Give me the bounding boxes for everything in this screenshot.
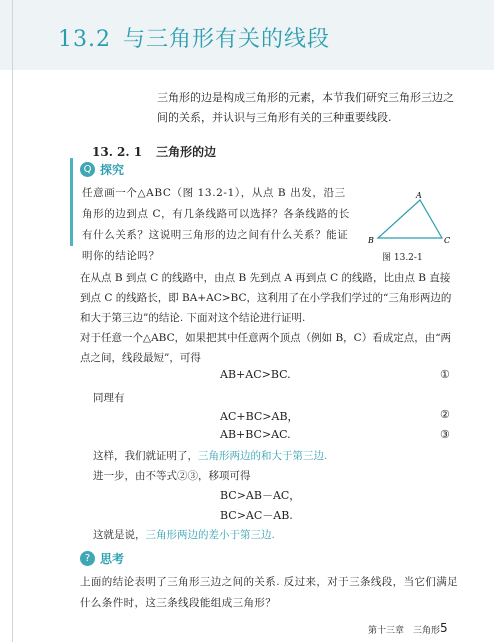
section-number: 13.2 <box>58 27 111 52</box>
think-label: 思考 <box>100 551 125 566</box>
inequality-1: AB+AC>BC. <box>220 368 291 381</box>
conclusion-2 <box>93 527 275 542</box>
think-icon: ? <box>80 551 95 566</box>
subsection-number: 13. 2. 1 <box>92 145 143 159</box>
figure-caption: 图 13.2-1 <box>382 253 423 263</box>
subsection-title: 三角形的边 <box>156 145 217 159</box>
think-text: 上面的结论表明了三角形三边之间的关系. 反过来，对于三条线段，当它们满足什么条件时，这三条线段能组成三角形？ <box>80 576 459 609</box>
inequality-4: BC>AB－AC， <box>220 489 301 502</box>
vertex-b-label: B <box>368 236 374 245</box>
conclusion-1-prefix: 这样，我们就证明了， <box>93 450 198 462</box>
conclusion-2-prefix: 这就是说， <box>93 529 146 541</box>
footer-chapter: 第十三章 三角形 <box>368 626 441 636</box>
explore-tag <box>80 160 124 178</box>
further-text: 进一步，由不等式②③，移项可得 <box>93 470 251 482</box>
inequality-2-mark: ② <box>440 408 450 421</box>
explore-icon: Q <box>80 162 95 177</box>
conclusion-2-highlight: 三角形两边的差小于第三边. <box>145 529 275 541</box>
conclusion-1-highlight: 三角形两边的和大于第三边. <box>198 450 328 462</box>
section-title-text: 与三角形有关的线段 <box>122 27 330 52</box>
triangle-figure <box>362 188 452 258</box>
vertex-c-label: C <box>444 236 451 245</box>
conclusion-1 <box>93 448 327 463</box>
inequality-2: AC+BC>AB， <box>220 410 299 423</box>
page-number: 5 <box>440 621 448 635</box>
intro-paragraph: 三角形的边是构成三角形的元素，本节我们研究三角形三边之间的关系，并认识与三角形有关的三种重要线段. <box>157 91 454 124</box>
similar-text: 同理有 <box>93 392 125 404</box>
paragraph-2: 对于任意一个△ABC，如果把其中任意两个顶点（例如 B，C）看成定点，由“两点之间，线段最短”，可得 <box>80 332 452 364</box>
explore-text: 任意画一个△ABC（图 13.2-1），从点 B 出发，沿三角形的边到点 C，有几条线路可以选择？各条线路的长有什么关系？这说明三角形的边之间有什么关系？能证明你的结论吗？ <box>82 187 350 262</box>
margin-line <box>12 0 13 642</box>
vertex-a-label: A <box>416 191 422 200</box>
think-tag <box>80 549 124 567</box>
section-title <box>58 22 330 53</box>
subsection-heading <box>92 143 230 160</box>
explore-accent-bar <box>70 158 73 246</box>
triangle-abc <box>378 200 442 238</box>
explore-label: 探究 <box>100 162 125 177</box>
paragraph-1: 在从点 B 到点 C 的线路中，由点 B 先到点 A 再到点 C 的线路，比由点 B 直接到点 C 的线路长，即 BA+AC>BC，这利用了在小学我们学过的“三角形两边的和大于第三边”的结论. 下面对这个结论进行证明. <box>80 272 452 324</box>
inequality-1-mark: ① <box>440 368 450 381</box>
inequality-5: BC>AC－AB. <box>220 509 293 522</box>
inequality-3: AB+BC>AC. <box>220 428 291 441</box>
inequality-3-mark: ③ <box>440 428 450 441</box>
